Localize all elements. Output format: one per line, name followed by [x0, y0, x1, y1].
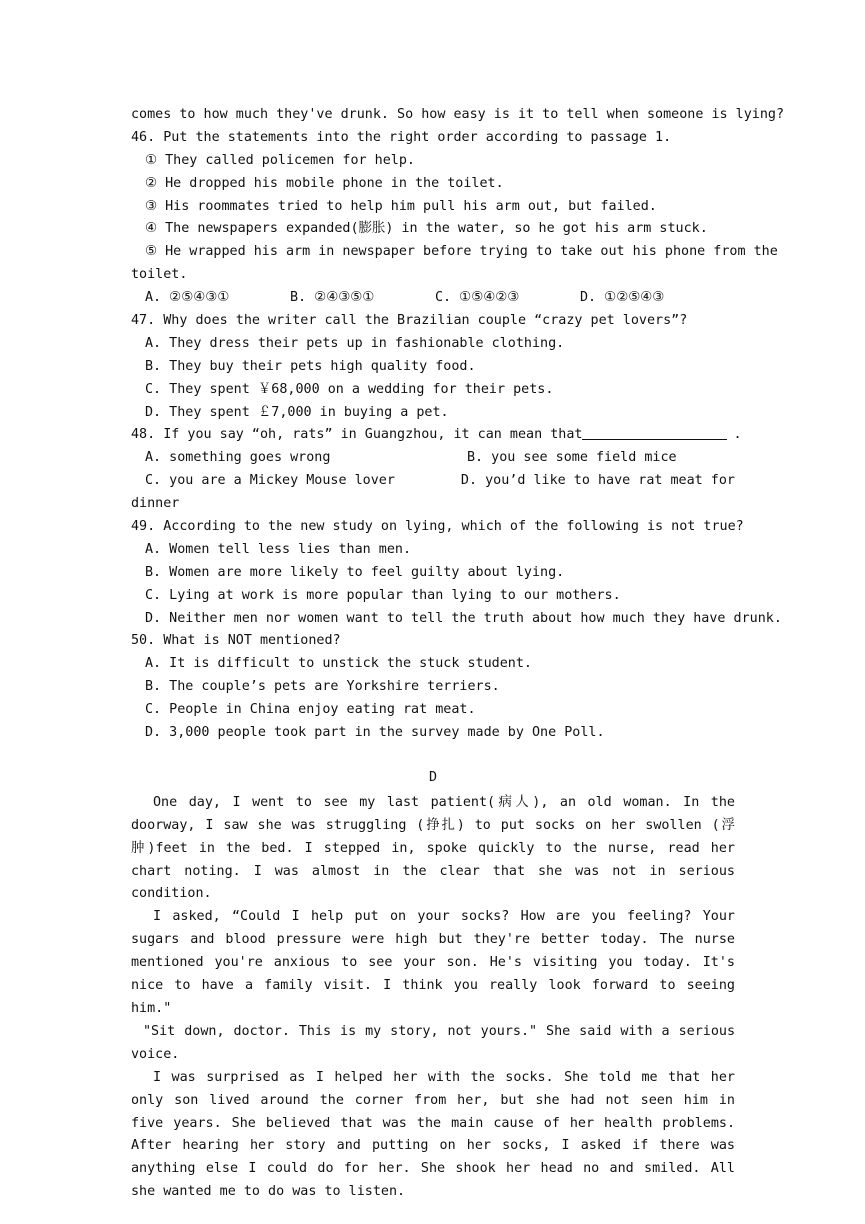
document-page — [131, 104, 785, 1204]
q48-answer-blank — [582, 425, 727, 440]
q49-stem: 49. According to the new study on lying, which of the following is not true? — [131, 519, 744, 535]
section-d-paragraph-4: I was surprised as I helped her with the socks. She told me that her only son lived around the corner from her, but she had not seen him in five years. She believed that was the main cause of her health problems. After hearing her story and putting on her socks, I asked if there was anything else I could do for her. She shook her head no and smiled. All she wanted me to do was to listen. — [131, 1069, 735, 1200]
q46-options — [131, 287, 735, 310]
q48-option-c: C. you are a Mickey Mouse lover — [145, 473, 395, 489]
q46-statement-4: ④ The newspapers expanded(膨胀) in the water, so he got his arm stuck. — [145, 221, 708, 237]
q48-option-a: A. something goes wrong — [145, 450, 331, 466]
q50-option-b: B. The couple’s pets are Yorkshire terriers. — [145, 679, 500, 695]
q47-stem: 47. Why does the writer call the Brazilian couple “crazy pet lovers”? — [131, 313, 688, 329]
q48-option-d-continued: dinner — [131, 496, 180, 512]
section-d-paragraph-3: "Sit down, doctor. This is my story, not yours." She said with a serious voice. — [131, 1023, 735, 1062]
q48-stem-end: . — [733, 427, 742, 443]
section-d-paragraph-2: I asked, “Could I help put on your socks? How are you feeling? Your sugars and blood pressure were high but they're better today. The nurse mentioned you're anxious to see your son. He's visiting you today. It's nice to have a family visit. I think you really look forward to seeing him." — [131, 909, 735, 1016]
passage-tail-line: comes to how much they've drunk. So how easy is it to tell when someone is lying? — [131, 107, 785, 122]
q46-option-a: A. ②⑤④③① — [145, 290, 230, 306]
q48-stem-line — [131, 424, 742, 447]
q50-option-d: D. 3,000 people took part in the survey made by One Poll. — [145, 725, 605, 741]
q46-option-c: C. ①⑤④②③ — [435, 290, 520, 306]
q48-stem: 48. If you say “oh, rats” in Guangzhou, it can mean that — [131, 427, 583, 443]
q47-option-c: C. They spent ￥68,000 on a wedding for their pets. — [145, 381, 554, 397]
q47-option-b: B. They buy their pets high quality food. — [145, 358, 476, 374]
q48-options-row-1 — [131, 447, 735, 470]
q48-option-d: D. you’d like to have rat meat for — [460, 473, 735, 489]
q48-options-row-2 — [131, 470, 735, 493]
q49-option-c: C. Lying at work is more popular than lying to our mothers. — [145, 587, 621, 603]
section-d-paragraph-1: One day, I went to see my last patient(病人), an old woman. In the doorway, I saw she was struggling (挣扎) to put socks on her swollen (浮肿)feet in the bed. I stepped in, spoke quickly to the nurse, read her chart noting. I was almost in the clear that she was not in serious condition. — [131, 794, 735, 902]
q46-statement-5: ⑤ He wrapped his arm in newspaper before trying to take out his phone from the — [145, 244, 778, 260]
q49-option-a: A. Women tell less lies than men. — [145, 541, 412, 557]
q47-option-d: D. They spent ￡7,000 in buying a pet. — [145, 404, 449, 420]
q46-option-d: D. ①②⑤④③ — [580, 290, 665, 306]
q50-option-c: C. People in China enjoy eating rat meat. — [145, 702, 476, 718]
q46-statement-5-continued: toilet. — [131, 267, 188, 283]
q46-stem: 46. Put the statements into the right order according to passage 1. — [131, 129, 672, 145]
section-d-title: D — [428, 769, 438, 785]
q49-option-b: B. Women are more likely to feel guilty about lying. — [145, 564, 565, 580]
q50-option-a: A. It is difficult to unstick the stuck student. — [145, 656, 532, 672]
q46-statement-2: ② He dropped his mobile phone in the toilet. — [145, 175, 504, 191]
q49-option-d: D. Neither men nor women want to tell the truth about how much they have drunk. — [145, 610, 782, 626]
q47-option-a: A. They dress their pets up in fashionable clothing. — [145, 335, 565, 351]
q46-statement-3: ③ His roommates tried to help him pull his arm out, but failed. — [145, 198, 657, 214]
q48-option-b: B. you see some field mice — [467, 450, 677, 466]
q50-stem: 50. What is NOT mentioned? — [131, 633, 341, 649]
q46-option-b: B. ②④③⑤① — [290, 290, 375, 306]
q46-statement-1: ① They called policemen for help. — [145, 152, 415, 168]
